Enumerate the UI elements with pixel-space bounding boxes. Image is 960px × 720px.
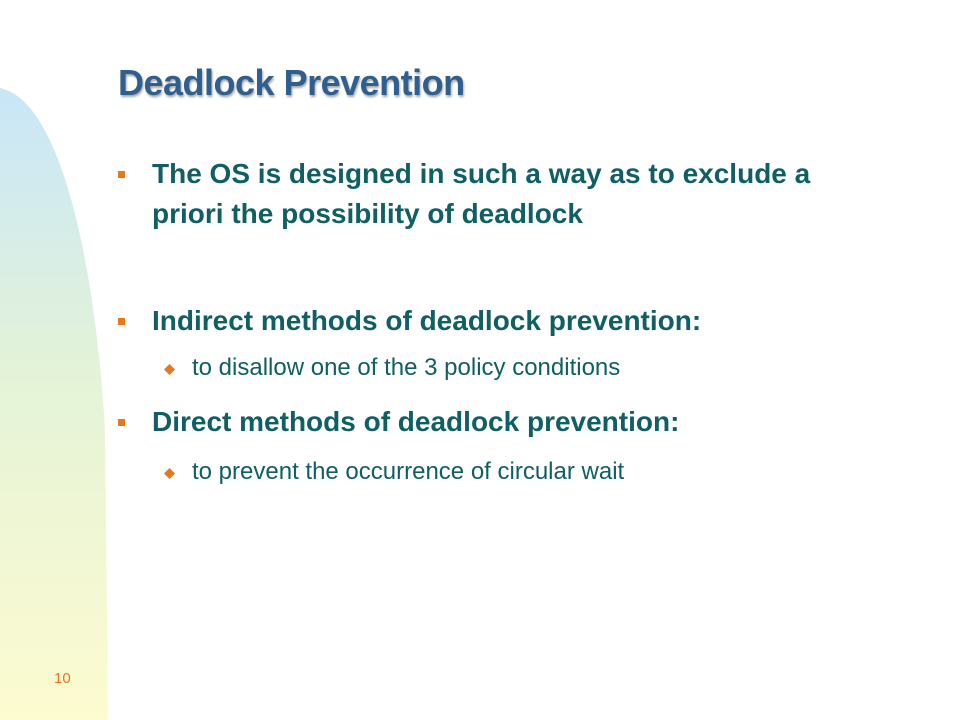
- sub-bullet-text: to disallow one of the 3 policy conditions: [192, 354, 621, 381]
- slide-title: Deadlock Prevention: [118, 62, 465, 103]
- sub-bullet-text: to prevent the occurrence of circular wait: [192, 458, 625, 485]
- bullet-square-icon: [118, 419, 125, 426]
- page-number: 10: [54, 670, 71, 687]
- sub-bullet-indirect: [192, 352, 620, 384]
- bullet-square-icon: [118, 171, 125, 178]
- bullet-square-icon: [118, 318, 125, 325]
- bullet-text: The OS is designed in such a way as to exclude a priori the possibility of deadlock: [152, 158, 811, 229]
- sub-bullet-direct: [192, 456, 624, 488]
- bullet-direct-methods: [152, 402, 679, 442]
- diamond-bullet-icon: [164, 468, 175, 479]
- bullet-text: Indirect methods of deadlock prevention:: [152, 305, 702, 336]
- diamond-bullet-icon: [164, 364, 175, 375]
- bullet-text: Direct methods of deadlock prevention:: [152, 406, 680, 437]
- bullet-os-design: [152, 154, 882, 234]
- bullet-indirect-methods: [152, 301, 701, 341]
